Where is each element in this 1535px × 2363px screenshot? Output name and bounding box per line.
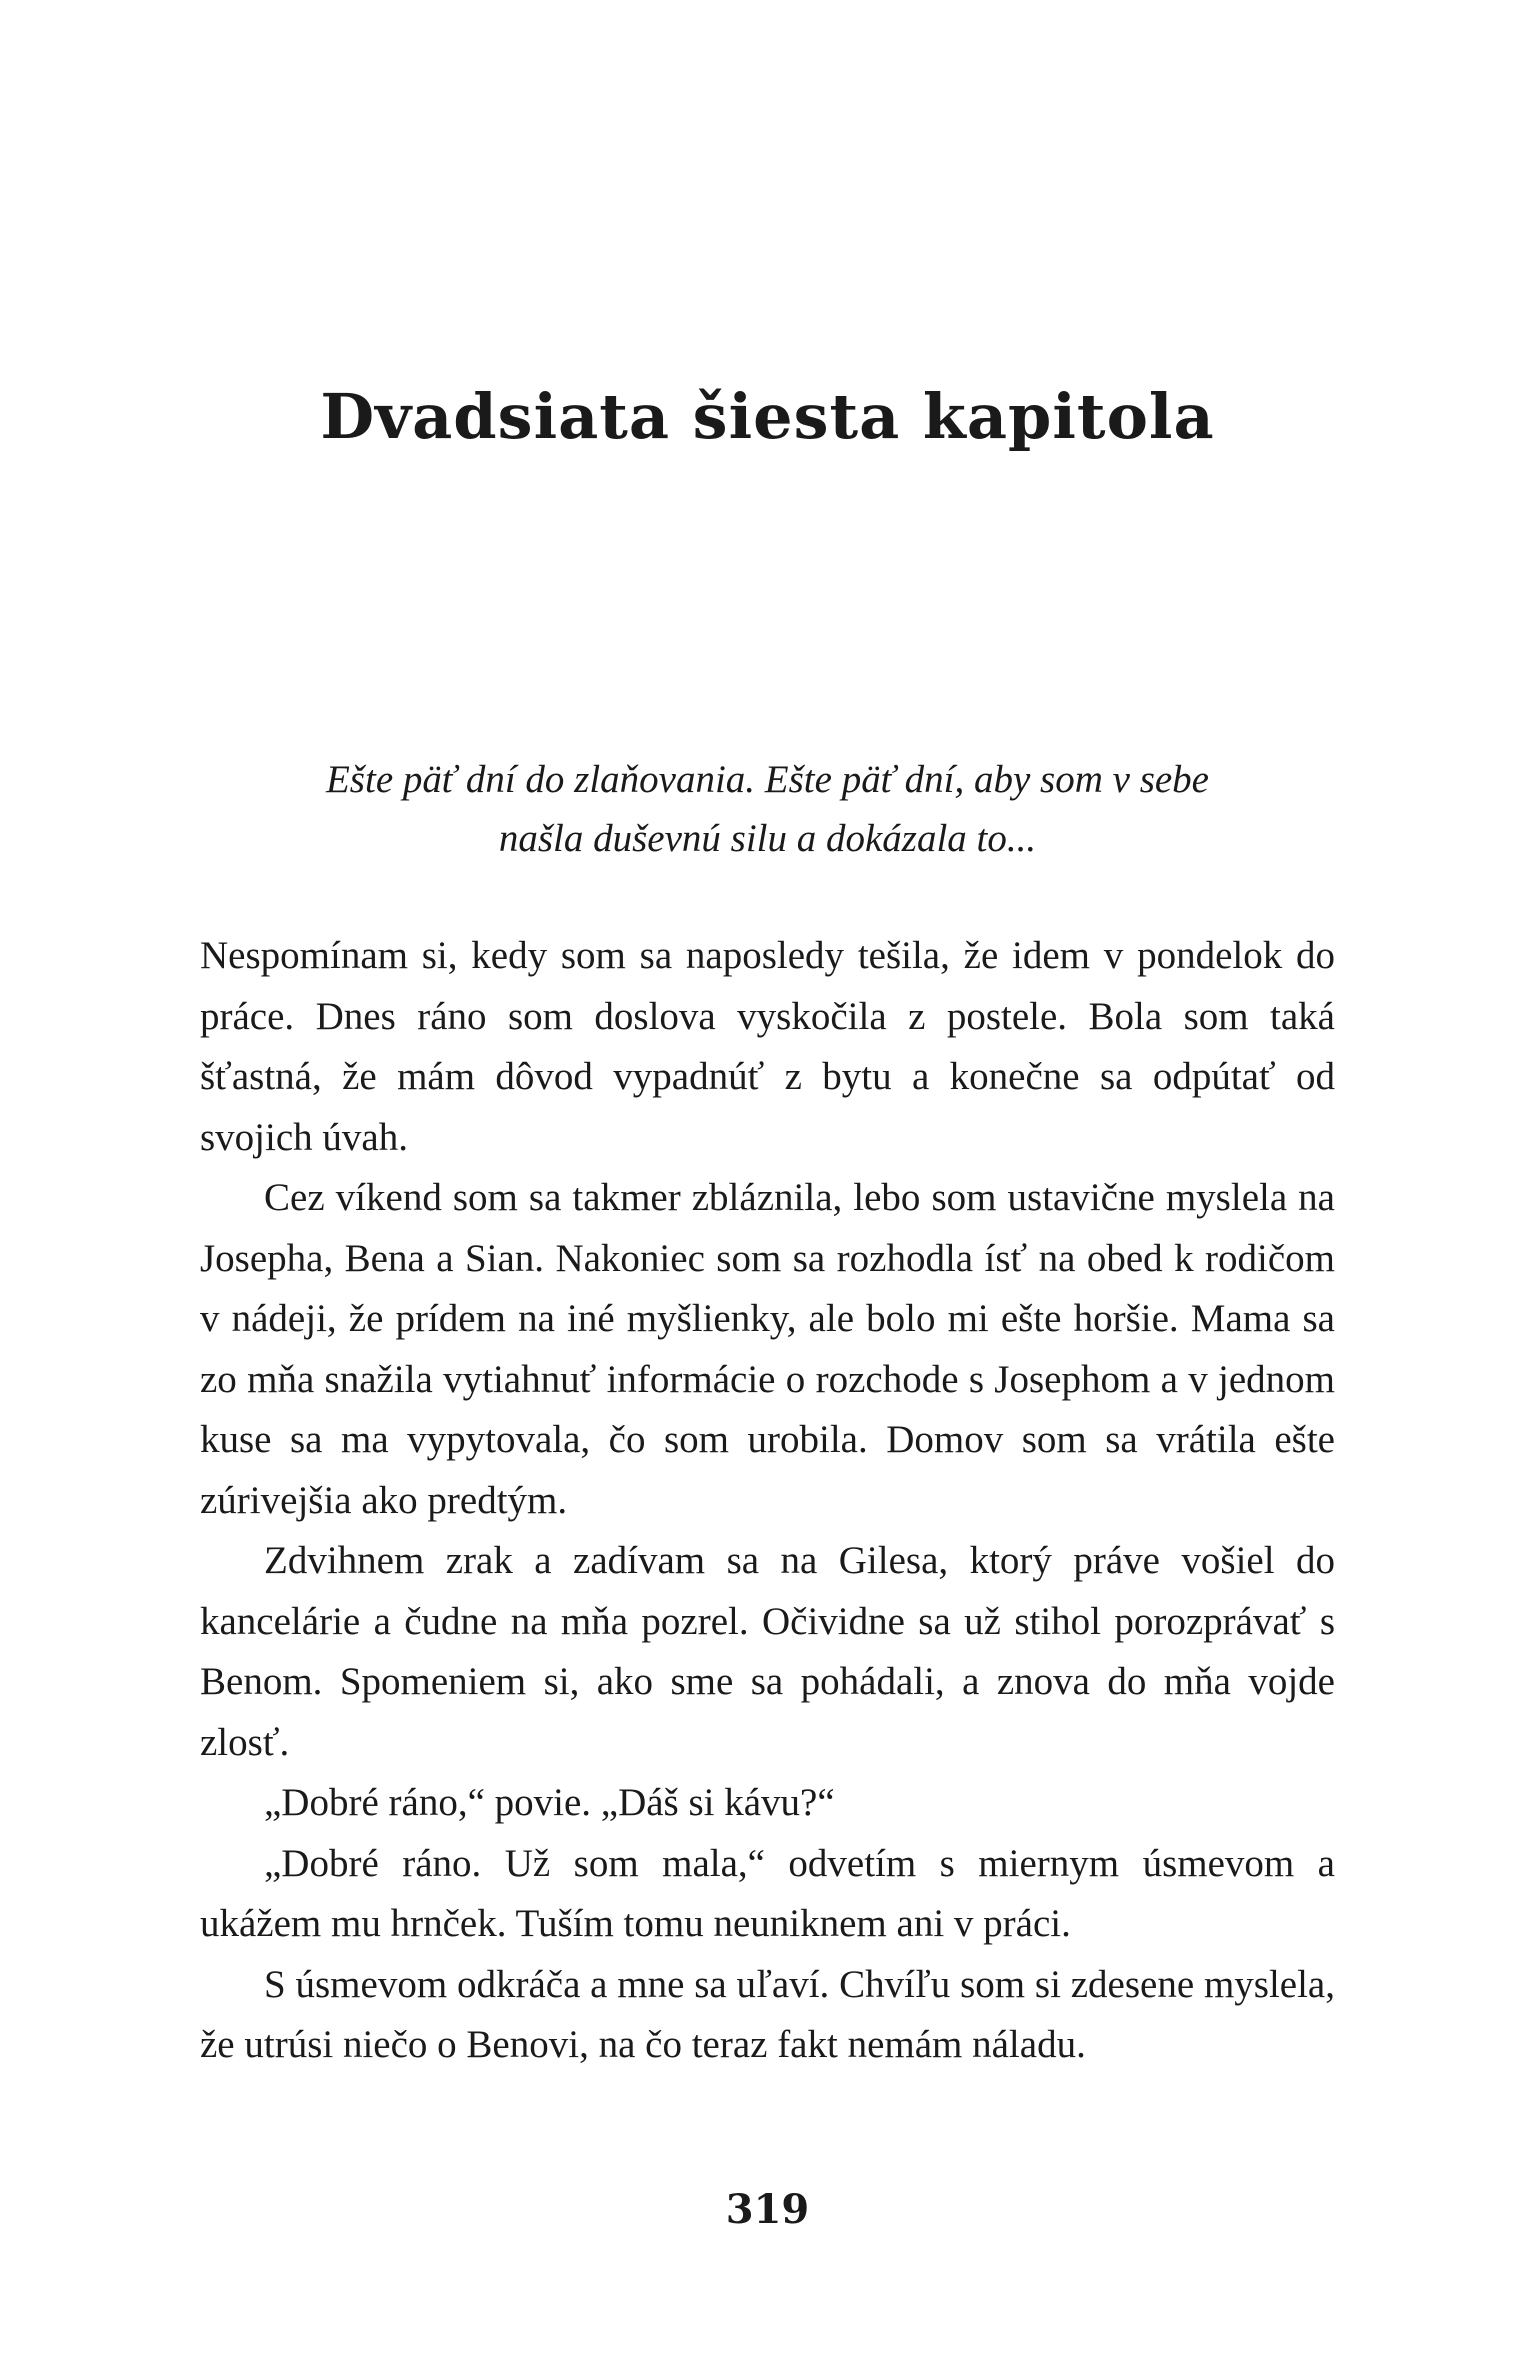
body-text bbox=[200, 926, 1335, 2076]
epigraph-line: našla duševnú silu a dokázala to... bbox=[498, 817, 1037, 860]
paragraph: „Dobré ráno,“ povie. „Dáš si kávu?“ bbox=[264, 1781, 835, 1824]
page-number: 319 bbox=[725, 2186, 810, 2233]
paragraph: Zdvihnem zrak a zadívam sa na Gilesa, ktorý práve vošiel do kancelárie a čudne na mňa pozrel. Očividne sa už stihol porozprávať s Benom. Spomeniem si, ako sme sa pohádali, a znova do mňa vojde zlosť. bbox=[200, 1539, 1335, 1764]
epigraph bbox=[200, 750, 1335, 868]
paragraph: „Dobré ráno. Už som mala,“ odvetím s miernym úsmevom a ukážem mu hrnček. Tuším tomu neuniknem ani v práci. bbox=[200, 1841, 1335, 1945]
paragraph: S úsmevom odkráča a mne sa uľaví. Chvíľu som si zdesene myslela, že utrúsi niečo o Benovi, na čo teraz fakt nemám náladu. bbox=[200, 1962, 1335, 2066]
paragraph: Nespomínam si, kedy som sa naposledy tešila, že idem v pondelok do práce. Dnes ráno som doslova vyskočila z postele. Bola som taká šťastná, že mám dôvod vypadnúť z bytu a konečne sa odpútať od svojich úvah. bbox=[200, 934, 1335, 1159]
epigraph-line: Ešte päť dní do zlaňovania. Ešte päť dní, aby som v sebe bbox=[325, 758, 1209, 801]
chapter-title: Dvadsiata šiesta kapitola bbox=[320, 380, 1215, 453]
paragraph: Cez víkend som sa takmer zbláznila, lebo som ustavične myslela na Josepha, Bena a Sian. Nakoniec som sa rozhodla ísť na obed k rodičom v nádeji, že prídem na iné myšlienky, ale bolo mi ešte horšie. Mama sa zo mňa snažila vytiahnuť informácie o rozchode s Josephom a v jednom kuse sa ma vypytovala, čo som urobila. Domov som sa vrátila ešte zúrivejšia ako predtým. bbox=[200, 1176, 1335, 1522]
